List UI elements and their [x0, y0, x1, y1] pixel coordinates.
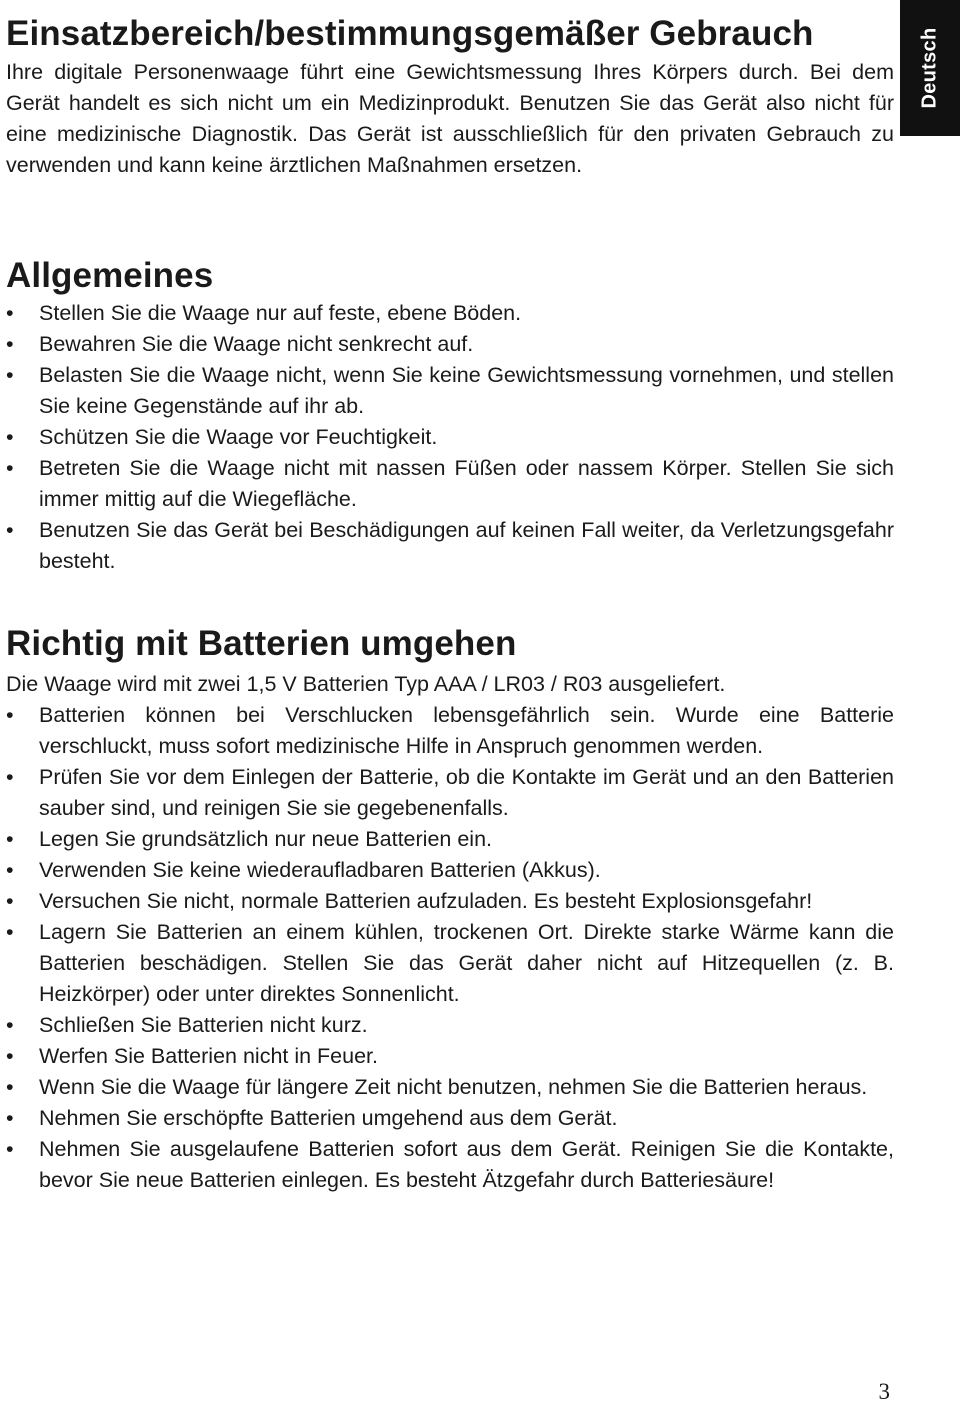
list-item — [6, 1010, 894, 1041]
list-item-text: Nehmen Sie ausgelaufene Batterien sofort aus dem Gerät. Reinigen Sie die Kontakte, bevor Sie neue Batterien einlegen. Es besteht Ätzgefahr durch Batteriesäure! — [39, 1137, 894, 1192]
section-paragraph: Ihre digitale Personenwaage führt eine Gewichtsmessung Ihres Körpers durch. Bei dem Gerät handelt es sich nicht um ein Medizinprodukt. Benutzen Sie das Gerät also nicht für eine medizinische Diagnostik. Das Gerät ist ausschließlich für den privaten Gebrauch zu verwenden und kann keine ärztlichen Maßnahmen ersetzen. — [6, 60, 894, 177]
bullet-symbol: • — [6, 765, 14, 789]
section-title: Richtig mit Batterien umgehen — [6, 624, 517, 663]
bullet-symbol: • — [6, 1137, 14, 1161]
bullet-symbol: • — [6, 456, 14, 480]
list-item — [6, 886, 894, 917]
section-general — [6, 256, 894, 577]
bullet-symbol: • — [6, 518, 14, 542]
list-item-text: Batterien können bei Verschlucken lebensgefährlich sein. Wurde eine Batterie verschluckt, muss sofort medizinische Hilfe in Anspruch genommen werden. — [39, 703, 894, 758]
list-item-text: Legen Sie grundsätzlich nur neue Batterien ein. — [39, 827, 493, 851]
bullet-symbol: • — [6, 301, 14, 325]
list-item-text: Nehmen Sie erschöpfte Batterien umgehend aus dem Gerät. — [39, 1106, 618, 1130]
bullet-symbol: • — [6, 920, 14, 944]
list-item-text: Bewahren Sie die Waage nicht senkrecht auf. — [39, 332, 474, 356]
bullet-symbol: • — [6, 858, 14, 882]
list-item-text: Prüfen Sie vor dem Einlegen der Batterie, ob die Kontakte im Gerät und an den Batterien sauber sind, und reinigen Sie sie gegebenenfalls. — [39, 765, 894, 820]
list-item-text: Versuchen Sie nicht, normale Batterien aufzuladen. Es besteht Explosionsgefahr! — [39, 889, 813, 913]
list-item — [6, 1072, 894, 1103]
bullet-symbol: • — [6, 1106, 14, 1130]
list-item — [6, 422, 894, 453]
list-item-text: Schützen Sie die Waage vor Feuchtigkeit. — [39, 425, 438, 449]
section-title: Allgemeines — [6, 256, 214, 295]
list-item-text: Wenn Sie die Waage für längere Zeit nicht benutzen, nehmen Sie die Batterien heraus. — [39, 1075, 868, 1099]
list-item — [6, 1041, 894, 1072]
list-item — [6, 855, 894, 886]
page-number: 3 — [878, 1379, 890, 1404]
list-item — [6, 1134, 894, 1196]
list-item — [6, 329, 894, 360]
bullet-list — [6, 298, 894, 577]
list-item — [6, 917, 894, 1010]
language-tab — [900, 0, 960, 136]
bullet-symbol: • — [6, 1044, 14, 1068]
list-item-text: Schließen Sie Batterien nicht kurz. — [39, 1013, 368, 1037]
language-tab-label: Deutsch — [918, 27, 941, 109]
list-item-text: Werfen Sie Batterien nicht in Feuer. — [39, 1044, 379, 1068]
list-item — [6, 515, 894, 577]
bullet-symbol: • — [6, 1075, 14, 1099]
list-item — [6, 1103, 894, 1134]
bullet-symbol: • — [6, 1013, 14, 1037]
bullet-symbol: • — [6, 363, 14, 387]
bullet-symbol: • — [6, 703, 14, 727]
list-item-text: Belasten Sie die Waage nicht, wenn Sie keine Gewichtsmessung vornehmen, und stellen Sie keine Gegenstände auf ihr ab. — [39, 363, 894, 418]
list-item — [6, 453, 894, 515]
section-batteries — [6, 624, 894, 1196]
list-item — [6, 700, 894, 762]
list-item — [6, 360, 894, 422]
list-item — [6, 298, 894, 329]
section-lead: Die Waage wird mit zwei 1,5 V Batterien Typ AAA / LR03 / R03 ausgeliefert. — [6, 672, 726, 696]
list-item-text: Benutzen Sie das Gerät bei Beschädigungen auf keinen Fall weiter, da Verletzungsgefahr besteht. — [39, 518, 894, 573]
bullet-list — [6, 700, 894, 1196]
bullet-symbol: • — [6, 889, 14, 913]
section-title: Einsatzbereich/bestimmungsgemäßer Gebrauch — [6, 14, 814, 53]
list-item-text: Stellen Sie die Waage nur auf feste, ebene Böden. — [39, 301, 522, 325]
list-item-text: Betreten Sie die Waage nicht mit nassen Füßen oder nassem Körper. Stellen Sie sich immer mittig auf die Wiegefläche. — [39, 456, 894, 511]
section-intended-use — [6, 14, 894, 181]
list-item-text: Lagern Sie Batterien an einem kühlen, trockenen Ort. Direkte starke Wärme kann die Batterien beschädigen. Stellen Sie das Gerät daher nicht auf Hitzequellen (z. B. Heizkörper) oder unter direktes Sonnenlicht. — [39, 920, 894, 1006]
bullet-symbol: • — [6, 425, 14, 449]
bullet-symbol: • — [6, 332, 14, 356]
list-item — [6, 762, 894, 824]
bullet-symbol: • — [6, 827, 14, 851]
list-item — [6, 824, 894, 855]
list-item-text: Verwenden Sie keine wiederaufladbaren Batterien (Akkus). — [39, 858, 601, 882]
